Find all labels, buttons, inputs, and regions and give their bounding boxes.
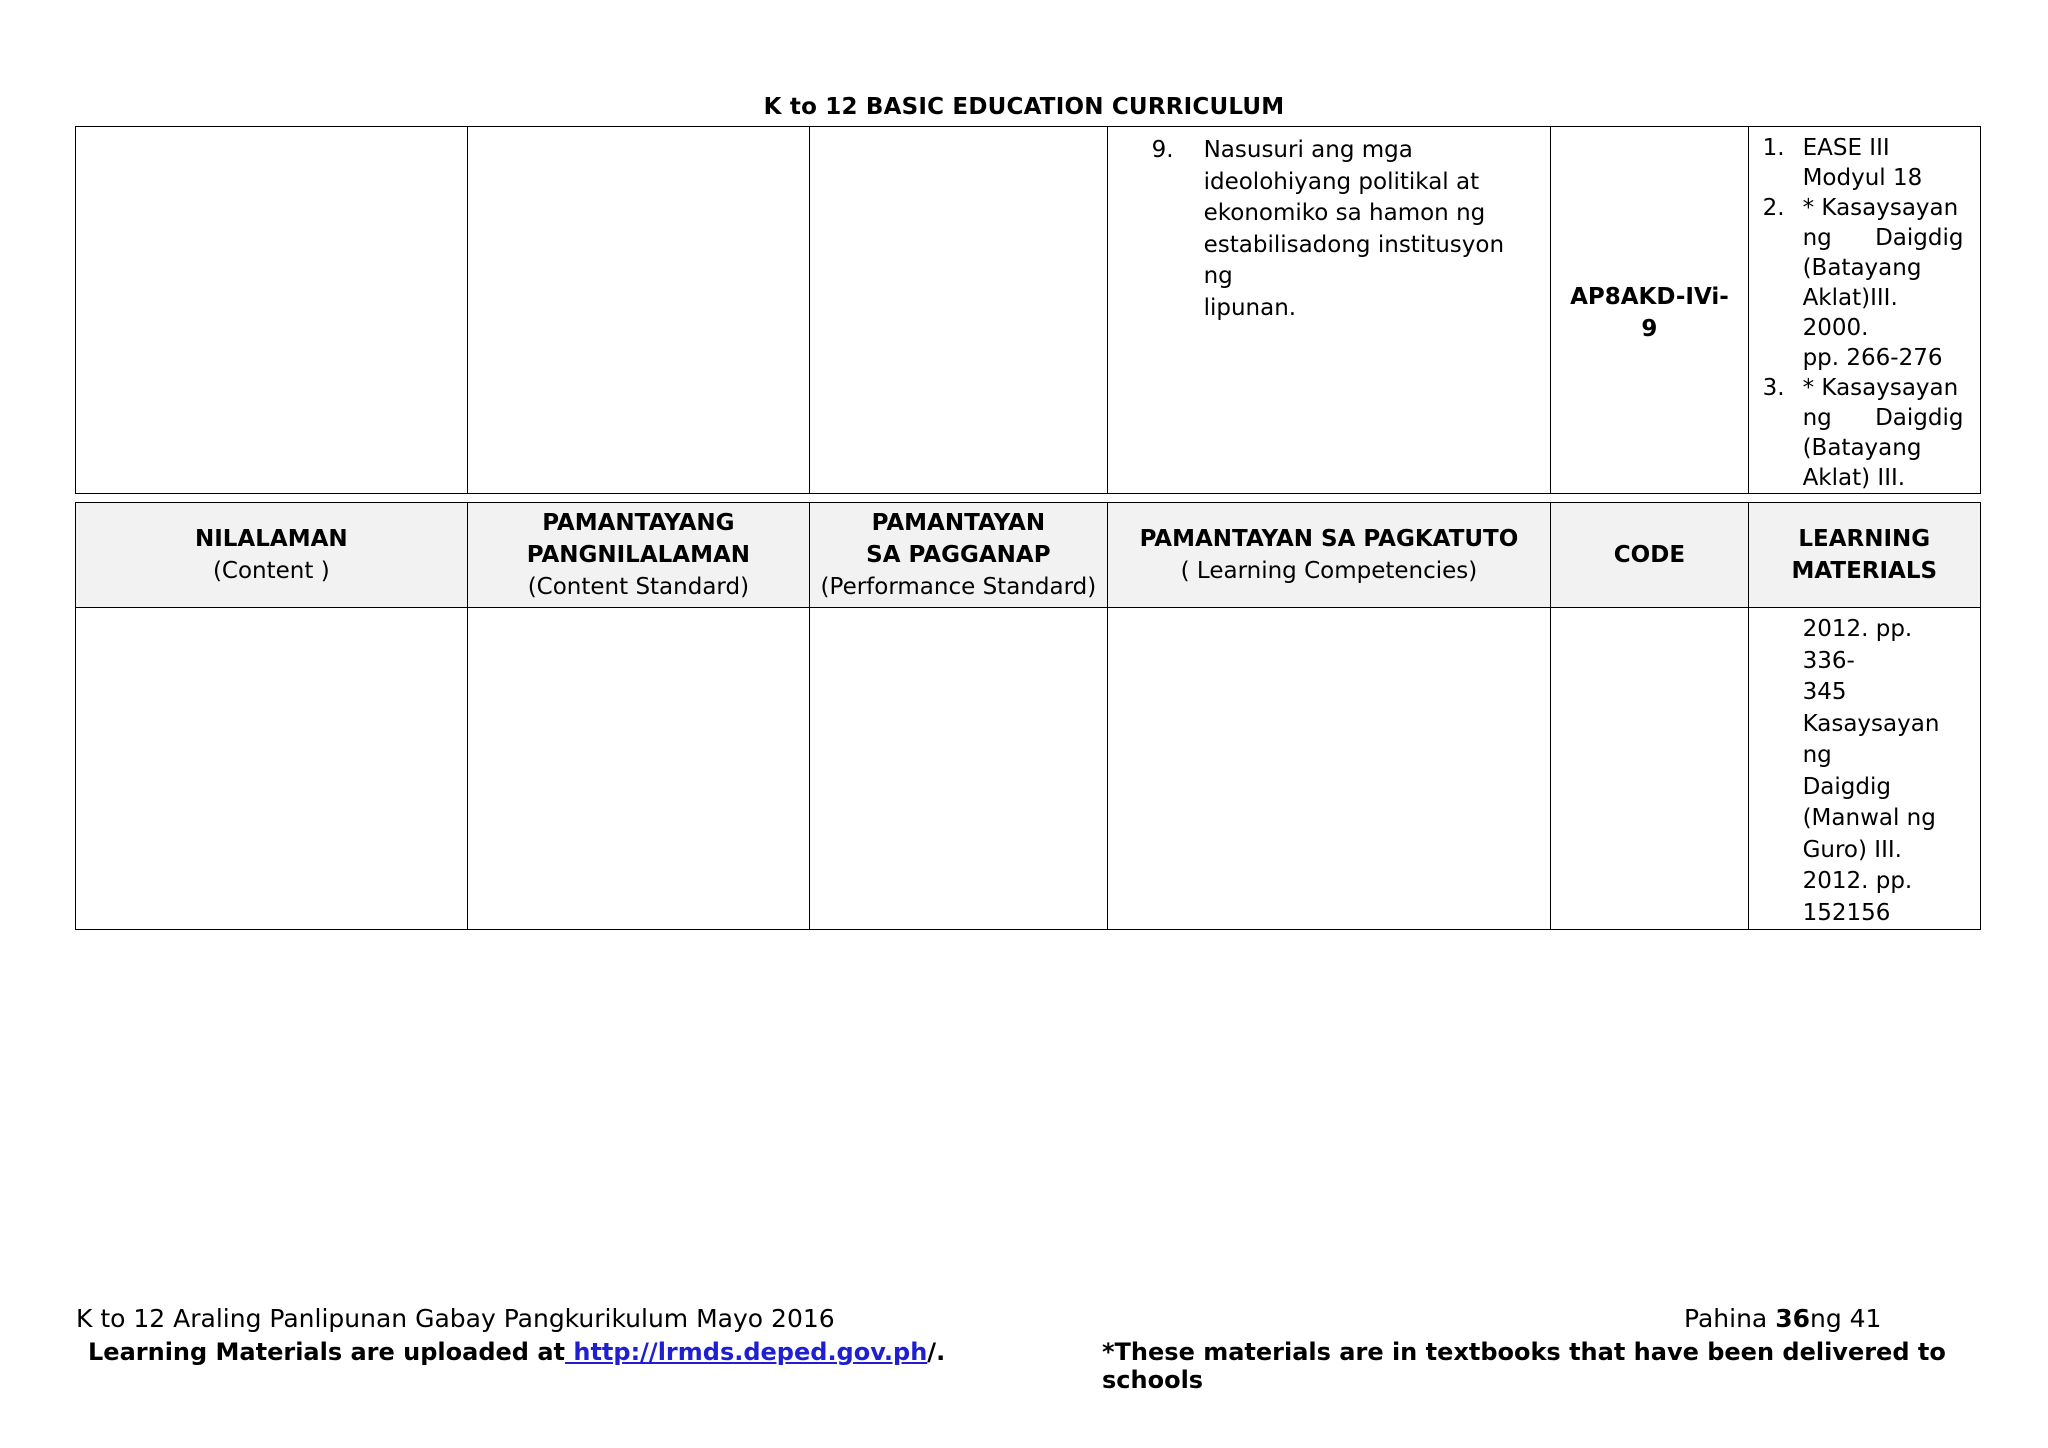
column-header-learning-competencies bbox=[1107, 503, 1551, 608]
material-line: Kasaysayan ng bbox=[1802, 710, 1940, 768]
column-header-content bbox=[76, 503, 468, 608]
column-subtitle: (Performance Standard) bbox=[820, 574, 1097, 600]
footer-textbook-note: *These materials are in textbooks that have been delivered to schools bbox=[1102, 1338, 1946, 1394]
column-title: LEARNING bbox=[1798, 526, 1931, 552]
material-item bbox=[1763, 193, 1970, 373]
table-row bbox=[76, 127, 1981, 494]
material-line: * Kasaysayan bbox=[1802, 375, 1959, 401]
learning-competency-cell bbox=[1107, 127, 1551, 494]
material-line: pp. 266-276 bbox=[1802, 345, 1943, 371]
code-line: AP8AKD-IVi- bbox=[1570, 284, 1729, 310]
material-line: (Manwal ng bbox=[1802, 805, 1936, 831]
column-title: PAMANTAYANG bbox=[542, 510, 735, 536]
material-line: (Batayang bbox=[1802, 435, 1922, 461]
performance-standard-cell bbox=[810, 127, 1107, 494]
material-number: 3. bbox=[1762, 375, 1785, 401]
page-suffix: ng 41 bbox=[1809, 1304, 1882, 1333]
column-title: NILALAMAN bbox=[194, 526, 348, 552]
code-cell bbox=[1551, 608, 1748, 930]
curriculum-table bbox=[75, 502, 1981, 930]
code-line: 9 bbox=[1641, 316, 1658, 342]
material-line: ng Daigdig bbox=[1802, 405, 1964, 431]
column-title: CODE bbox=[1613, 542, 1686, 568]
material-line: 345 bbox=[1802, 679, 1847, 705]
footer-upload-note bbox=[88, 1338, 945, 1366]
column-title: MATERIALS bbox=[1791, 558, 1938, 584]
column-title: PANGNILALAMAN bbox=[526, 542, 751, 568]
lrmds-link[interactable]: http://lrmds.deped.gov.ph bbox=[565, 1338, 928, 1366]
curriculum-table-continued bbox=[75, 126, 1981, 494]
column-subtitle: (Content Standard) bbox=[527, 574, 750, 600]
column-header-content-standard bbox=[467, 503, 810, 608]
material-line: Guro) III. bbox=[1802, 836, 1902, 863]
competency-line: Nasusuri ang mga bbox=[1203, 137, 1413, 163]
material-number: 2. bbox=[1762, 195, 1785, 221]
column-title: PAMANTAYAN SA PAGKATUTO bbox=[1139, 526, 1519, 552]
page-number: 36 bbox=[1775, 1304, 1810, 1333]
competency-line: ideolohiyang politikal at bbox=[1203, 168, 1480, 195]
material-line: (Batayang bbox=[1802, 255, 1922, 281]
document-title: K to 12 BASIC EDUCATION CURRICULUM bbox=[763, 94, 1285, 120]
table-row bbox=[76, 608, 1981, 930]
material-line: 2012. pp. bbox=[1802, 868, 1913, 894]
column-subtitle: (Content ) bbox=[212, 558, 330, 584]
material-line: 152156 bbox=[1802, 899, 1891, 926]
content-cell bbox=[76, 127, 468, 494]
learning-materials-cell bbox=[1748, 608, 1980, 930]
column-subtitle: ( Learning Competencies) bbox=[1180, 558, 1478, 584]
footer-page-number bbox=[1684, 1304, 1881, 1333]
content-cell bbox=[76, 608, 468, 930]
code-cell bbox=[1551, 127, 1748, 494]
material-line: Aklat) III. bbox=[1802, 465, 1906, 491]
page-prefix: Pahina bbox=[1684, 1304, 1776, 1333]
content-standard-cell bbox=[467, 608, 810, 930]
column-title: SA PAGGANAP bbox=[866, 542, 1051, 568]
material-line: 2012. pp. 336- bbox=[1802, 616, 1913, 674]
upload-note-text: Learning Materials are uploaded at bbox=[88, 1338, 565, 1366]
material-line: Aklat)III. 2000. bbox=[1802, 285, 1898, 341]
material-line: Modyul 18 bbox=[1802, 165, 1923, 191]
learning-materials-cell bbox=[1748, 127, 1980, 494]
upload-note-suffix: /. bbox=[927, 1338, 946, 1366]
column-title: PAMANTAYAN bbox=[871, 510, 1046, 536]
footer-document-name: K to 12 Araling Panlipunan Gabay Pangkurikulum Mayo 2016 bbox=[76, 1304, 835, 1333]
competency-line: estabilisadong institusyon ng bbox=[1203, 231, 1505, 289]
competency-line: lipunan. bbox=[1203, 294, 1297, 321]
material-line: EASE III bbox=[1802, 135, 1890, 161]
competency-line: ekonomiko sa hamon ng bbox=[1203, 200, 1486, 226]
material-item bbox=[1763, 133, 1970, 193]
table-header-row bbox=[76, 503, 1981, 608]
material-item bbox=[1763, 373, 1970, 493]
material-line: ng Daigdig bbox=[1802, 225, 1964, 251]
competency-number: 9. bbox=[1151, 137, 1174, 163]
performance-standard-cell bbox=[810, 608, 1107, 930]
material-line: Daigdig bbox=[1802, 773, 1891, 800]
learning-competency-cell bbox=[1107, 608, 1551, 930]
column-header-code bbox=[1551, 503, 1748, 608]
material-number: 1. bbox=[1762, 135, 1785, 161]
column-header-learning-materials bbox=[1748, 503, 1980, 608]
material-line: * Kasaysayan bbox=[1802, 195, 1959, 221]
column-header-performance-standard bbox=[810, 503, 1107, 608]
content-standard-cell bbox=[467, 127, 810, 494]
